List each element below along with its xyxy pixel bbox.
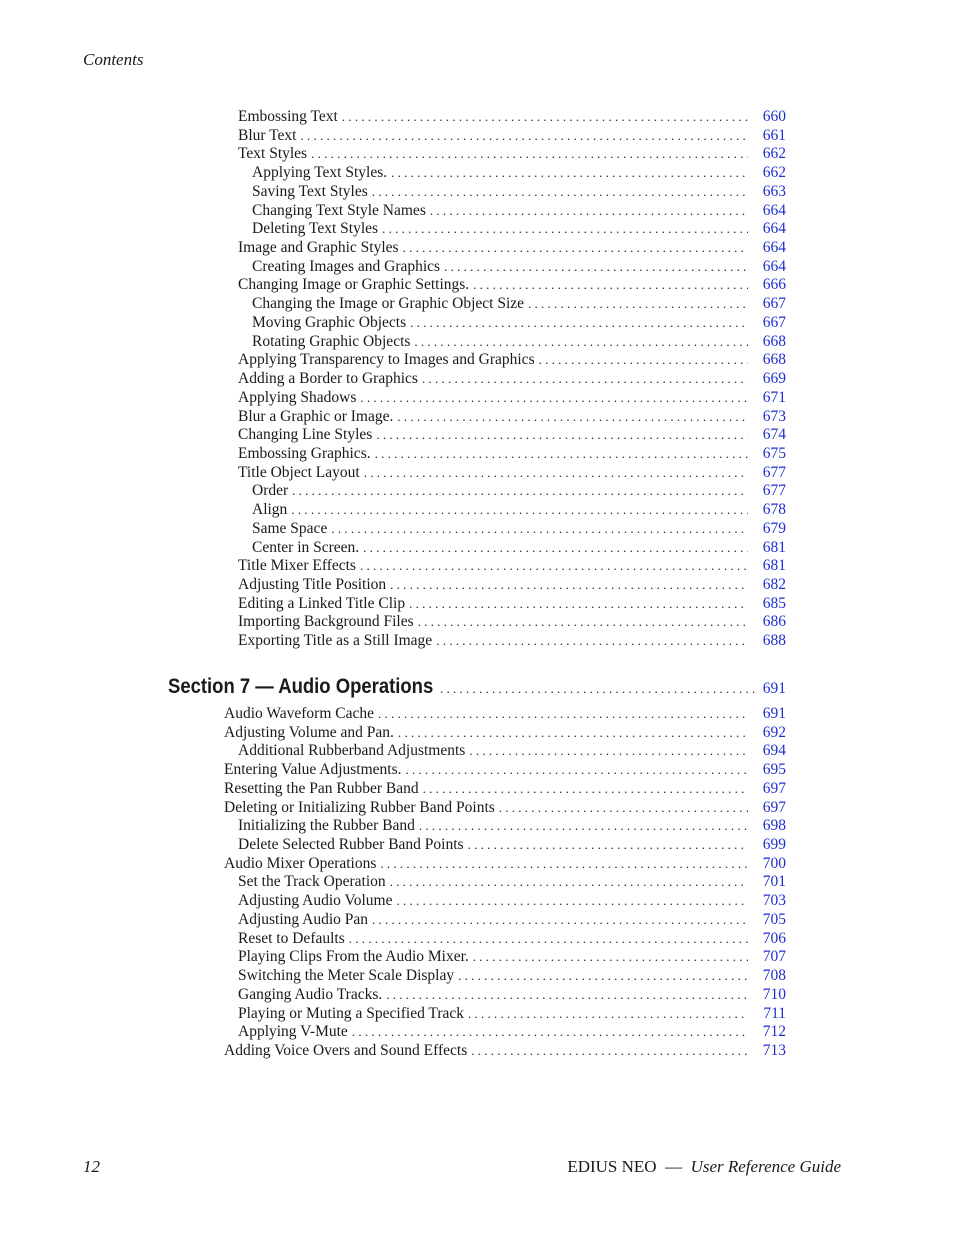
toc-entry[interactable] (224, 723, 786, 742)
toc-entry-title: Title Mixer Effects (238, 557, 356, 575)
leader-dots (414, 332, 748, 351)
leader-dots (430, 201, 748, 220)
toc-entry-title: Delete Selected Rubber Band Points (238, 836, 464, 854)
toc-entry-title: Embossing Text (238, 108, 338, 125)
toc-entry[interactable] (224, 854, 786, 873)
toc-entry-title: Blur a Graphic or Image. (238, 407, 394, 425)
leader-dots (396, 891, 748, 910)
toc-entry-title: Applying Shadows (238, 388, 357, 406)
toc-entry[interactable] (252, 519, 786, 538)
leader-dots (458, 966, 748, 985)
toc-entry-title: Ganging Audio Tracks. (238, 985, 383, 1003)
toc-page-link[interactable]: 713 (762, 1041, 786, 1059)
toc-page-link[interactable]: 664 (762, 220, 786, 238)
leader-dots (342, 107, 748, 126)
toc-entry-title: Editing a Linked Title Clip (238, 594, 406, 612)
toc-entry-title: Audio Waveform Cache (224, 705, 374, 722)
toc-entry-title: Applying Transparency to Images and Graphics (238, 351, 535, 369)
section-heading[interactable] (168, 675, 786, 703)
leader-dots (300, 126, 748, 145)
toc-entry-title: Reset to Defaults (238, 929, 345, 947)
toc-entry[interactable] (238, 126, 786, 145)
toc-entry[interactable] (252, 481, 786, 500)
footer-page-number: 12 (83, 1157, 100, 1176)
toc-entry-title: Applying Text Styles. (252, 164, 388, 182)
leader-dots (539, 350, 748, 369)
toc-entry[interactable] (224, 798, 786, 817)
leader-dots (403, 238, 748, 257)
footer-product: EDIUS NEO (567, 1157, 657, 1176)
toc-page-link[interactable]: 664 (762, 257, 786, 275)
toc-entry-title: Playing or Muting a Specified Track (238, 1004, 465, 1022)
toc-page-link[interactable]: 682 (762, 576, 786, 593)
toc-entry-title: Moving Graphic Objects (252, 313, 407, 331)
toc-entry[interactable] (252, 163, 786, 182)
toc-entry[interactable] (238, 929, 786, 948)
toc-entry-title: Set the Track Operation (238, 873, 386, 891)
toc-entry-title: Blur Text (238, 126, 297, 144)
toc-entry-title: Text Styles (238, 145, 308, 163)
toc-entry[interactable] (252, 201, 786, 220)
running-header: Contents (83, 50, 144, 69)
toc-entry[interactable] (238, 872, 786, 891)
toc-page-link[interactable]: 701 (762, 873, 786, 891)
toc-page-link[interactable]: 712 (762, 1023, 786, 1041)
toc-page-link[interactable]: 661 (762, 126, 786, 144)
leader-dots (349, 929, 748, 948)
leader-dots (292, 481, 748, 500)
toc-entry[interactable] (238, 425, 786, 444)
toc-entry-title: Order (252, 482, 289, 500)
toc-page-link[interactable]: 674 (762, 426, 786, 444)
toc-entry[interactable] (238, 594, 786, 613)
toc-entry-title: Adding a Border to Graphics (238, 370, 418, 388)
toc-entry[interactable] (238, 144, 786, 163)
toc-entry-title: Changing Text Style Names (252, 201, 426, 219)
leader-dots (311, 144, 748, 163)
toc-entry-title: Applying V-Mute (238, 1023, 348, 1041)
leader-dots (422, 369, 748, 388)
leader-dots (378, 704, 748, 723)
toc-page-link[interactable]: 677 (762, 482, 786, 500)
toc-entry[interactable] (238, 1004, 786, 1023)
leader-dots (409, 594, 748, 613)
toc-page-link[interactable]: 668 (762, 332, 786, 350)
toc-page-link[interactable]: 677 (762, 463, 786, 481)
toc-entry[interactable] (238, 835, 786, 854)
toc-page-link[interactable]: 694 (762, 742, 786, 760)
leader-dots (440, 681, 759, 697)
toc-page-link[interactable]: 667 (762, 295, 786, 313)
toc-entry[interactable] (238, 107, 786, 126)
toc-entry[interactable] (224, 1041, 786, 1060)
leader-dots (364, 463, 748, 482)
toc-page-link[interactable]: 664 (762, 239, 786, 257)
toc-entry[interactable] (238, 910, 786, 929)
leader-dots (471, 1041, 748, 1060)
toc-entry[interactable] (238, 388, 786, 407)
section-title: Section 7 — Audio Operations (168, 675, 434, 698)
leader-dots (372, 910, 748, 929)
leader-dots (469, 741, 748, 760)
toc-page-link[interactable]: 691 (762, 705, 786, 722)
toc-page-link[interactable]: 669 (762, 370, 786, 388)
leader-dots (372, 182, 748, 201)
toc-entry[interactable] (252, 538, 786, 557)
toc-entry-title: Embossing Graphics. (238, 444, 371, 462)
toc-page-link[interactable]: 675 (762, 444, 786, 462)
toc-page-link[interactable]: 671 (762, 388, 786, 406)
toc-entry[interactable] (238, 369, 786, 388)
toc-page-link[interactable]: 660 (762, 108, 786, 125)
leader-dots (473, 947, 748, 966)
toc-entry-title: Initializing the Rubber Band (238, 817, 415, 835)
leader-dots (382, 219, 748, 238)
toc-entry-title: Playing Clips From the Audio Mixer. (238, 948, 469, 966)
leader-dots (406, 760, 748, 779)
toc-page-link[interactable]: 662 (762, 145, 786, 163)
toc-entry[interactable] (252, 294, 786, 313)
leader-dots (363, 538, 748, 557)
toc-entry-title: Changing Image or Graphic Settings. (238, 276, 470, 294)
toc-entry-title: Center in Screen. (252, 538, 360, 556)
toc-entry-title: Adding Voice Overs and Sound Effects (224, 1041, 468, 1059)
toc-page-link[interactable]: 678 (762, 501, 786, 519)
leader-dots (419, 816, 748, 835)
toc-entry[interactable] (238, 407, 786, 426)
footer-guide: User Reference Guide (690, 1157, 841, 1176)
leader-dots (391, 163, 748, 182)
leader-dots (418, 612, 748, 631)
leader-dots (360, 388, 748, 407)
leader-dots (468, 1004, 748, 1023)
toc-page-link[interactable]: 688 (762, 632, 786, 650)
toc-entry-title: Entering Value Adjustments. (224, 761, 402, 779)
toc-page-link[interactable]: 700 (762, 854, 786, 872)
leader-dots (473, 275, 748, 294)
toc-entry[interactable] (224, 779, 786, 798)
toc-page-link[interactable]: 685 (762, 594, 786, 612)
leader-dots (390, 575, 748, 594)
toc-entry-title: Title Object Layout (238, 463, 360, 481)
toc-page-link[interactable]: 710 (762, 985, 786, 1003)
leader-dots (375, 444, 748, 463)
toc-page-link[interactable]: 706 (762, 929, 786, 947)
toc-entry-title: Adjusting Volume and Pan. (224, 723, 394, 741)
toc-entry[interactable] (238, 631, 786, 650)
toc-page-link[interactable]: 673 (762, 407, 786, 425)
toc-entry[interactable] (238, 238, 786, 257)
toc-entry-title: Exporting Title as a Still Image (238, 632, 433, 650)
toc-page-link[interactable]: 698 (762, 817, 786, 835)
section-page-link[interactable]: 691 (762, 680, 786, 697)
toc-entry[interactable] (238, 575, 786, 594)
footer-document-title (567, 1157, 841, 1177)
leader-dots (386, 985, 748, 1004)
toc-entry-title: Adjusting Audio Pan (238, 910, 369, 928)
toc-entry[interactable] (224, 704, 786, 723)
toc-entry[interactable] (252, 182, 786, 201)
toc-entry-title: Deleting or Initializing Rubber Band Points (224, 798, 495, 816)
toc-entry[interactable] (252, 332, 786, 351)
toc-entry-title: Creating Images and Graphics (252, 257, 441, 275)
toc-entry-title: Changing the Image or Graphic Object Size (252, 295, 525, 313)
leader-dots (410, 313, 748, 332)
leader-dots (360, 556, 748, 575)
leader-dots (291, 500, 748, 519)
toc-entry[interactable] (252, 313, 786, 332)
toc-entry-title: Changing Line Styles (238, 426, 373, 444)
toc-page-link[interactable]: 681 (762, 557, 786, 575)
toc-page-link[interactable]: 699 (762, 836, 786, 854)
toc-entry[interactable] (238, 463, 786, 482)
toc-entry-title: Audio Mixer Operations (224, 854, 377, 872)
toc-entry-title: Rotating Graphic Objects (252, 332, 411, 350)
toc-entry-title: Adjusting Title Position (238, 576, 387, 593)
toc-entry[interactable] (238, 444, 786, 463)
leader-dots (528, 294, 748, 313)
toc-page-link[interactable]: 664 (762, 201, 786, 219)
toc-page-link[interactable]: 662 (762, 164, 786, 182)
toc-entry[interactable] (238, 556, 786, 575)
toc-entry[interactable] (252, 257, 786, 276)
toc-entry[interactable] (238, 741, 786, 760)
toc-entry[interactable] (238, 816, 786, 835)
toc-page-link[interactable]: 667 (762, 313, 786, 331)
toc-entry-title: Resetting the Pan Rubber Band (224, 779, 419, 797)
toc-page-link[interactable]: 666 (762, 276, 786, 294)
leader-dots (436, 631, 748, 650)
toc-entry[interactable] (238, 350, 786, 369)
toc-entry-title: Deleting Text Styles (252, 220, 379, 238)
leader-dots (380, 854, 748, 873)
toc-page-link[interactable]: 681 (762, 538, 786, 556)
toc-page-link[interactable]: 711 (763, 1004, 786, 1022)
toc-entry-title: Saving Text Styles (252, 182, 368, 200)
toc-entry[interactable] (238, 985, 786, 1004)
leader-dots (352, 1022, 748, 1041)
toc-entry-title: Importing Background Files (238, 613, 414, 631)
leader-dots (390, 872, 748, 891)
toc-entry-title: Image and Graphic Styles (238, 239, 399, 257)
toc-entry[interactable] (238, 966, 786, 985)
toc-entry-title: Align (252, 501, 288, 519)
leader-dots (397, 407, 748, 426)
footer-separator: — (665, 1157, 683, 1176)
toc-page-link[interactable]: 697 (762, 779, 786, 797)
leader-dots (376, 425, 748, 444)
toc-entry[interactable] (252, 219, 786, 238)
leader-dots (468, 835, 748, 854)
toc-page-link[interactable]: 679 (762, 519, 786, 537)
toc-page-link[interactable]: 708 (762, 967, 786, 985)
leader-dots (444, 257, 748, 276)
toc-page-link[interactable]: 663 (762, 182, 786, 200)
toc-entry[interactable] (238, 275, 786, 294)
toc-entry[interactable] (224, 760, 786, 779)
leader-dots (331, 519, 748, 538)
toc-entry[interactable] (238, 891, 786, 910)
toc-entry[interactable] (238, 1022, 786, 1041)
leader-dots (398, 723, 748, 742)
toc-entry[interactable] (238, 947, 786, 966)
toc-entry-title: Additional Rubberband Adjustments (238, 742, 466, 760)
toc-page-link[interactable]: 686 (762, 613, 786, 631)
toc-page-link[interactable]: 707 (762, 948, 786, 966)
toc-entry-title: Adjusting Audio Volume (238, 892, 393, 910)
toc-page-link[interactable]: 668 (762, 351, 786, 369)
toc-entry-title: Switching the Meter Scale Display (238, 967, 455, 985)
toc-page-link[interactable]: 705 (762, 910, 786, 928)
leader-dots (499, 798, 748, 817)
toc-page-link[interactable]: 697 (762, 798, 786, 816)
toc-entry[interactable] (252, 500, 786, 519)
toc-entry-title: Same Space (252, 519, 328, 537)
leader-dots (423, 779, 748, 798)
toc-page-link[interactable]: 695 (762, 761, 786, 779)
toc-page-link[interactable]: 703 (762, 892, 786, 910)
toc-entry[interactable] (238, 612, 786, 631)
toc-page-link[interactable]: 692 (762, 723, 786, 741)
